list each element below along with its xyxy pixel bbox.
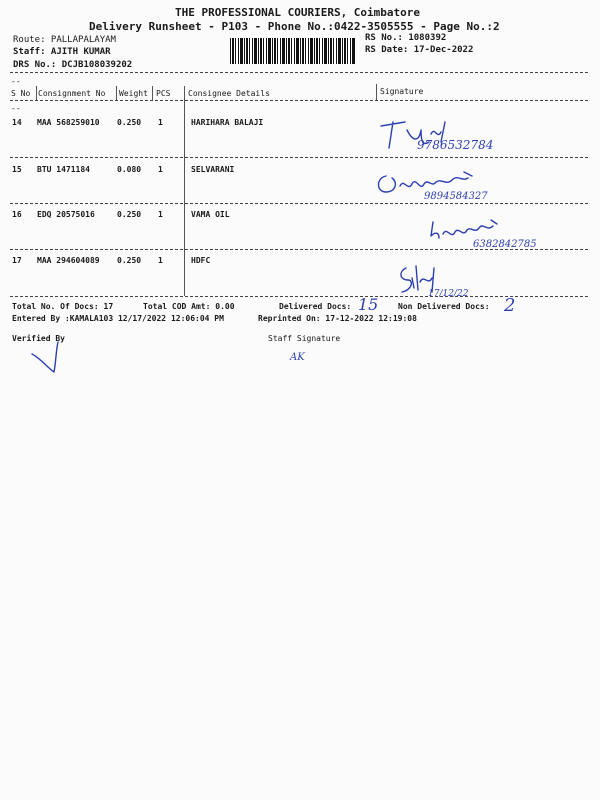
svg-text:2: 2 bbox=[504, 295, 516, 316]
total-docs: Total No. Of Docs: 17 bbox=[12, 302, 114, 311]
rs-number: RS No.: 1080392 bbox=[365, 33, 447, 43]
signature-row-15 bbox=[372, 162, 532, 204]
col-sep bbox=[152, 86, 153, 100]
row-weight: 0.250 bbox=[117, 210, 142, 219]
staff-label: Staff: AJITH KUMAR bbox=[13, 47, 111, 57]
rs-date: RS Date: 17-Dec-2022 bbox=[365, 45, 474, 55]
row-weight: 0.250 bbox=[117, 118, 142, 127]
route-label: Route: PALLAPALAYAM bbox=[13, 35, 116, 45]
svg-text:15: 15 bbox=[358, 295, 379, 314]
svg-text:9894584327: 9894584327 bbox=[424, 191, 488, 202]
verified-by-signature bbox=[26, 338, 76, 378]
row-sno: 14 bbox=[12, 118, 22, 127]
divider bbox=[10, 100, 588, 101]
company-name: THE PROFESSIONAL COURIERS, Coimbatore bbox=[175, 6, 421, 19]
col-sep bbox=[376, 84, 377, 100]
row-consignment: BTU 1471184 bbox=[37, 165, 90, 174]
divider-mark: -- bbox=[11, 77, 21, 86]
svg-text:9786532784: 9786532784 bbox=[417, 138, 494, 152]
row-consignee: HDFC bbox=[191, 256, 211, 265]
non-delivered-docs-handwritten bbox=[500, 292, 524, 316]
row-sno: 16 bbox=[12, 210, 22, 219]
col-sep bbox=[116, 86, 117, 100]
drs-number: DRS No.: DCJB108039202 bbox=[13, 60, 133, 70]
row-pcs: 1 bbox=[158, 210, 163, 219]
row-sno: 17 bbox=[12, 256, 22, 265]
row-weight: 0.250 bbox=[117, 256, 142, 265]
divider-mark: -- bbox=[11, 104, 21, 113]
row-consignee: HARIHARA BALAJI bbox=[191, 118, 264, 127]
runsheet-title: Delivery Runsheet - P103 - Phone No.:0422-3505555 - Page No.:2 bbox=[89, 20, 500, 33]
barcode bbox=[230, 38, 356, 64]
col-weight: Weight bbox=[119, 89, 148, 98]
row-consignee: SELVARANI bbox=[191, 165, 235, 174]
svg-text:AK: AK bbox=[290, 352, 305, 363]
col-pcs: PCS bbox=[156, 89, 171, 98]
row-consignment: EDQ 20575016 bbox=[37, 210, 95, 219]
signature-row-16 bbox=[425, 212, 575, 252]
row-consignee: VAMA OIL bbox=[191, 210, 230, 219]
col-sep bbox=[36, 86, 37, 100]
col-consignee: Consignee Details bbox=[188, 89, 270, 98]
row-weight: 0.080 bbox=[117, 165, 142, 174]
non-delivered-docs-label: Non Delivered Docs: bbox=[398, 302, 490, 311]
total-cod: Total COD Amt: 0.00 bbox=[143, 302, 235, 311]
divider bbox=[10, 72, 588, 73]
row-divider bbox=[10, 157, 588, 158]
row-consignment: MAA 294604089 bbox=[37, 256, 100, 265]
svg-text:17/12/22: 17/12/22 bbox=[428, 289, 469, 299]
delivered-docs-handwritten bbox=[356, 292, 386, 316]
row-consignment: MAA 568259010 bbox=[37, 118, 100, 127]
col-sno: S No bbox=[11, 89, 31, 98]
delivered-docs-label: Delivered Docs: bbox=[279, 302, 352, 311]
row-sno: 15 bbox=[12, 165, 22, 174]
reprinted-on: Reprinted On: 17-12-2022 12:19:08 bbox=[258, 314, 417, 323]
row-pcs: 1 bbox=[158, 118, 163, 127]
col-signature: Signature bbox=[380, 87, 424, 96]
col-consignment: Consignment No bbox=[38, 89, 106, 98]
verified-by-label: Verified By bbox=[12, 334, 65, 343]
staff-signature-label: Staff Signature bbox=[268, 334, 341, 343]
entered-by: Entered By :KAMALA103 12/17/2022 12:06:04 PM bbox=[12, 314, 224, 323]
staff-signature-initials bbox=[288, 346, 318, 366]
row-divider bbox=[10, 203, 588, 204]
svg-text:6382842785: 6382842785 bbox=[473, 239, 537, 250]
signature-row-14 bbox=[375, 112, 525, 157]
row-pcs: 1 bbox=[158, 165, 163, 174]
col-sep bbox=[184, 86, 185, 296]
row-divider bbox=[10, 249, 588, 250]
row-pcs: 1 bbox=[158, 256, 163, 265]
